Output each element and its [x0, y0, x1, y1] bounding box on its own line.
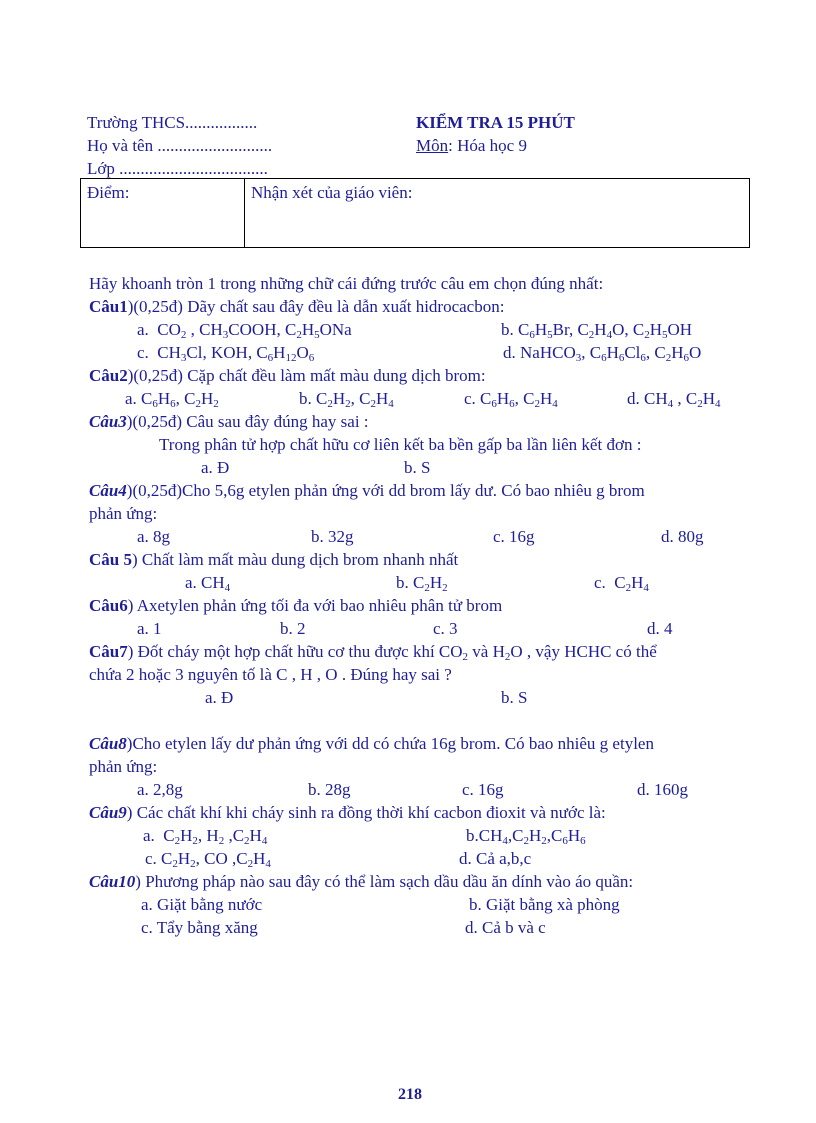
q4-option-d: d. 80g [661, 527, 704, 546]
school-line: Trường THCS................. [87, 113, 258, 132]
question-7-text-2: chứa 2 hoặc 3 nguyên tố là C , H , O . Đúng hay sai ? [89, 665, 452, 684]
q10-option-a: a. Giặt bằng nước [141, 895, 263, 914]
q8-option-b: b. 28g [308, 780, 351, 799]
q8-option-d: d. 160g [637, 780, 688, 799]
q2-option-b: b. $C_2H_2$, $C_2H_4$ [299, 389, 394, 410]
q4-option-a: a. 8g [137, 527, 171, 546]
question-3 [89, 412, 369, 432]
q9-option-b: $b.CH_4,C_2H_2,C_6H_6$ [466, 826, 586, 847]
question-5-label: Câu 5 [89, 550, 132, 569]
question-2-text: )(0,25đ) Cặp chất đều làm mất màu dung dịch brom: [127, 366, 486, 385]
question-5-text: ) Chất làm mất màu dung dịch brom nhanh nhất [131, 550, 459, 569]
q10-option-c: c. Tẩy bằng xăng [141, 918, 258, 937]
question-2 [89, 366, 486, 386]
q9-option-d: d. Cả a,b,c [459, 849, 532, 868]
q5-option-c: c. $C_2H_4$ [594, 573, 649, 594]
question-9-text: ) Các chất khí khi cháy sinh ra đồng thời khí cacbon đioxit và nước là: [126, 803, 606, 822]
question-10-text: ) Phương pháp nào sau đây có thể làm sạch dầu dầu ăn dính vào áo quần: [135, 872, 634, 891]
q7-option-b: b. S [501, 688, 528, 707]
score-box-divider [244, 178, 245, 247]
subject-value: : Hóa học 9 [448, 136, 527, 155]
q5-option-a: a. $CH_4$ [185, 573, 231, 594]
instruction: Hãy khoanh tròn 1 trong những chữ cái đứng trước câu em chọn đúng nhất: [89, 274, 604, 293]
question-9-label: Câu9 [89, 803, 127, 822]
question-6-label: Câu6 [89, 596, 128, 615]
page-number: 218 [398, 1086, 422, 1103]
question-9 [89, 803, 606, 823]
q6-option-b: b. 2 [280, 619, 306, 638]
q1-option-d: d. NaHCO$_3$, $C_6H_6Cl_6$, $C_2H_6O$ [503, 343, 702, 364]
q6-option-d: d. 4 [647, 619, 673, 638]
q9-option-a: a. $C_2H_2$, $H_2$ $,C_2H_4$ [143, 826, 268, 847]
question-4 [89, 481, 645, 501]
q10-option-b: b. Giặt bằng xà phòng [469, 895, 620, 914]
q3-statement: Trong phân tử hợp chất hữu cơ liên kết ba bền gấp ba lần liên kết đơn : [159, 435, 642, 454]
question-4-text: )(0,25đ)Cho 5,6g etylen phản ứng với dd brom lấy dư. Có bao nhiêu g brom [126, 481, 645, 500]
q1-option-a: a. $CO_2$ , $CH_3COOH$, $C_2H_5ONa$ [137, 320, 352, 341]
q8-option-a: a. 2,8g [137, 780, 183, 799]
question-1-label: Câu1 [89, 297, 128, 316]
score-label: Điểm: [87, 183, 130, 202]
question-7: Câu7) Đốt cháy một hợp chất hữu cơ thu được khí $CO_2$ và $H_2O$ , vậy HCHC có thể [89, 642, 657, 663]
q3-option-a: a. Đ [201, 458, 230, 477]
question-2-label: Câu2 [89, 366, 128, 385]
question-3-text: )(0,25đ) Câu sau đây đúng hay sai : [126, 412, 369, 431]
q1-option-c: c. $CH_3Cl$, KOH, $C_6H_{12}O_6$ [137, 343, 315, 364]
subject-label: Môn [416, 136, 449, 155]
question-7-label: Câu7 [89, 642, 128, 661]
q2-option-d: d. $CH_4$ , $C_2H_4$ [627, 389, 721, 410]
question-3-label: Câu3 [89, 412, 127, 431]
question-5 [89, 550, 458, 570]
score-box [80, 178, 750, 248]
q10-option-d: d. Cả b và c [465, 918, 546, 937]
question-10-label: Câu10 [89, 872, 136, 891]
q6-option-c: c. 3 [433, 619, 458, 638]
question-4-text-2: phản ứng: [89, 504, 158, 523]
q4-option-c: c. 16g [493, 527, 535, 546]
q3-option-b: b. S [404, 458, 431, 477]
question-8-text: )Cho etylen lấy dư phản ứng với dd có chứa 16g brom. Có bao nhiêu g etylen [126, 734, 654, 753]
q7-option-a: a. Đ [205, 688, 234, 707]
exam-title: KIỂM TRA 15 PHÚT [416, 113, 575, 132]
q4-option-b: b. 32g [311, 527, 354, 546]
question-8-label: Câu8 [89, 734, 127, 753]
question-4-label: Câu4 [89, 481, 127, 500]
q2-option-a: a. $C_6H_6$, $C_2H_2$ [125, 389, 219, 410]
q6-option-a: a. 1 [137, 619, 162, 638]
q2-option-c: c. $C_6H_6$, $C_2H_4$ [464, 389, 558, 410]
question-6 [89, 596, 502, 616]
question-1 [89, 297, 504, 317]
question-8 [89, 734, 654, 754]
subject-line [416, 136, 527, 156]
class-line: Lớp ................................... [87, 159, 268, 178]
q8-option-c: c. 16g [462, 780, 504, 799]
question-10 [89, 872, 633, 892]
comment-label: Nhận xét của giáo viên: [251, 183, 413, 202]
name-line: Họ và tên ........................... [87, 136, 273, 155]
q9-option-c: c. $C_2H_2$, CO $,C_2H_4$ [145, 849, 271, 870]
q1-option-b: b. $C_6H_5Br$, $C_2H_4O$, $C_2H_5OH$ [501, 320, 693, 341]
question-6-text: ) Axetylen phản ứng tối đa với bao nhiêu phân tử brom [127, 596, 503, 615]
question-8-text-2: phản ứng: [89, 757, 158, 776]
q5-option-b: b. $C_2H_2$ [396, 573, 448, 594]
question-1-text: )(0,25đ) Dãy chất sau đây đều là dẫn xuất hidrocacbon: [127, 297, 505, 316]
